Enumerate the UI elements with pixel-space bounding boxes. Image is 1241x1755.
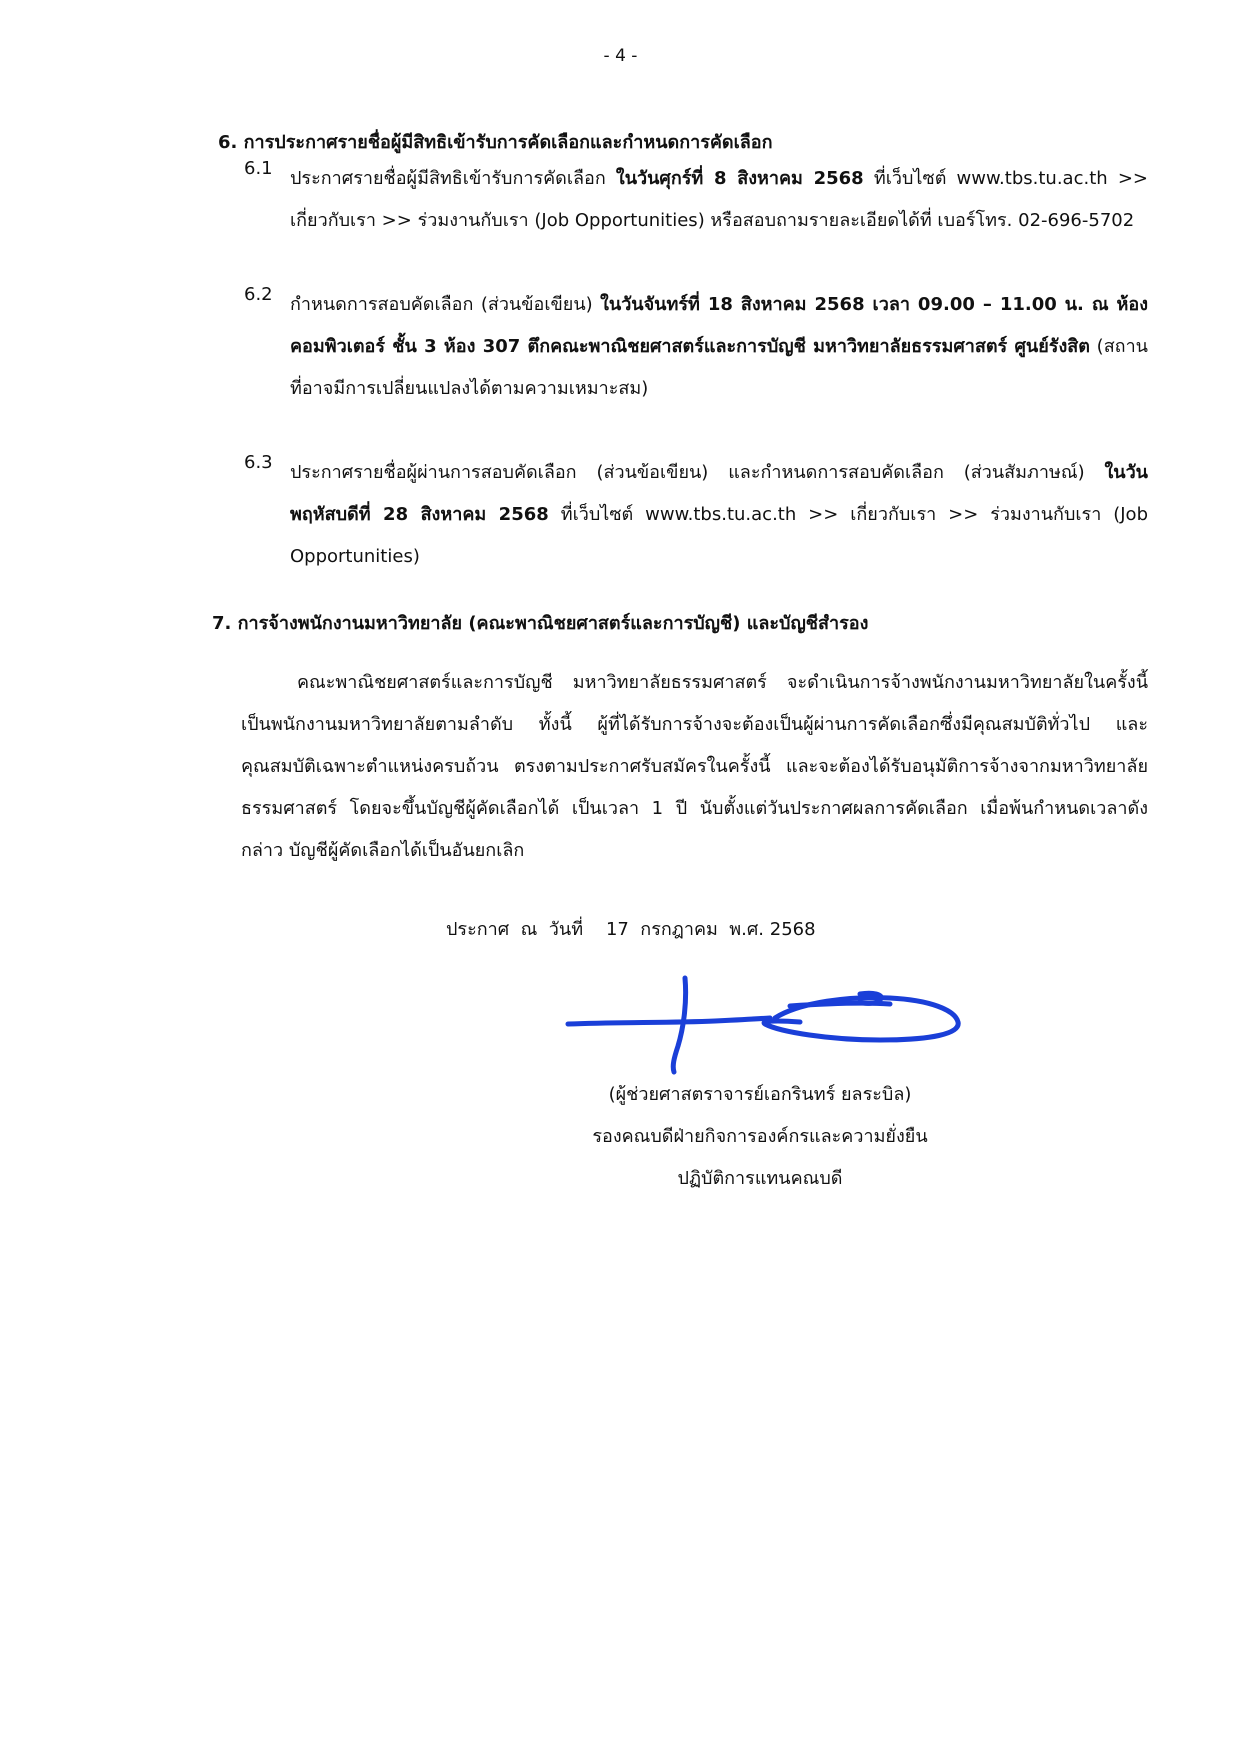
item-6-1 — [244, 158, 1148, 242]
announcement-date: ประกาศ ณ วันที่ 17 กรกฎาคม พ.ศ. 2568 — [446, 919, 816, 940]
section-7-paragraph: คณะพาณิชยศาสตร์และการบัญชี มหาวิทยาลัยธรรมศาสตร์ จะดำเนินการจ้างพนักงานมหาวิทยาลัยในครั้งนี้ เป็นพนักงานมหาวิทยาลัยตามลำดับ ทั้งนี้ ผู้ที่ได้รับการจ้างจะต้องเป็นผู้ผ่านการคัดเลือกซึ่งมีคุณสมบัติทั่วไป และคุณสมบัติเฉพาะตำแหน่งครบถ้วน ตรงตามประกาศรับสมัครในครั้งนี้ และจะต้องได้รับอนุมัติการจ้างจากมหาวิทยาลัยธรรมศาสตร์ โดยจะขึ้นบัญชีผู้คัดเลือกได้ เป็นเวลา 1 ปี นับตั้งแต่วันประกาศผลการคัดเลือก เมื่อพ้นกำหนดเวลาดังกล่าว บัญชีผู้คัดเลือกได้เป็นอันยกเลิก — [241, 672, 1148, 861]
signatory-block — [580, 1074, 940, 1200]
item-text-plain: ที่เว็บไซต์ www.tbs.tu.ac.th >> เกี่ยวกับเรา >> ร่วมงานกับเรา (Job Opportunities) — [290, 504, 1148, 567]
item-text-plain: (สถานที่อาจมีการเปลี่ยนแปลงได้ตามความเหมาะสม) — [290, 336, 1148, 399]
signatory-name: (ผู้ช่วยศาสตราจารย์เอกรินทร์ ยลระบิล) — [608, 1084, 912, 1105]
item-number: 6.1 — [244, 158, 273, 179]
item-text-bold: ในวันจันทร์ที่ 18 สิงหาคม 2568 เวลา 09.00 – 11.00 น. ณ ห้องคอมพิวเตอร์ ชั้น 3 ห้อง 307 ตึกคณะพาณิชยศาสตร์และการบัญชี มหาวิทยาลัยธรรมศาสตร์ ศูนย์รังสิต — [290, 294, 1148, 357]
signatory-acting: ปฏิบัติการแทนคณบดี — [677, 1168, 843, 1189]
item-text-plain: กำหนดการสอบคัดเลือก (ส่วนข้อเขียน) — [290, 294, 601, 315]
item-number: 6.3 — [244, 452, 273, 473]
item-text-bold: ในวันศุกร์ที่ 8 สิงหาคม 2568 — [615, 168, 864, 189]
item-text-plain: ประกาศรายชื่อผู้ผ่านการสอบคัดเลือก (ส่วนข้อเขียน) และกำหนดการสอบคัดเลือก (ส่วนสัมภาษณ์) — [290, 462, 1105, 483]
signature-image — [560, 966, 980, 1076]
item-6-2 — [244, 284, 1148, 410]
item-number: 6.2 — [244, 284, 273, 305]
signatory-position: รองคณบดีฝ่ายกิจการองค์กรและความยั่งยืน — [592, 1126, 928, 1147]
item-text-plain: ที่เว็บไซต์ www.tbs.tu.ac.th >> เกี่ยวกับเรา >> ร่วมงานกับเรา (Job Opportunities) หรือสอบถามรายละเอียดได้ที่ เบอร์โทร. 02-696-5702 — [290, 168, 1148, 231]
item-text — [290, 158, 1148, 242]
item-text-plain: ประกาศรายชื่อผู้มีสิทธิเข้ารับการคัดเลือก — [290, 168, 616, 189]
item-text — [290, 452, 1148, 578]
section-7-heading: 7. การจ้างพนักงานมหาวิทยาลัย (คณะพาณิชยศาสตร์และการบัญชี) และบัญชีสำรอง — [212, 613, 869, 634]
item-6-3 — [244, 452, 1148, 578]
item-text-bold: ในวันพฤหัสบดีที่ 28 สิงหาคม 2568 — [290, 462, 1148, 525]
section-6-heading: 6. การประกาศรายชื่อผู้มีสิทธิเข้ารับการคัดเลือกและกำหนดการคัดเลือก — [218, 132, 773, 153]
page-number: - 4 - — [603, 46, 638, 66]
item-text — [290, 284, 1148, 410]
